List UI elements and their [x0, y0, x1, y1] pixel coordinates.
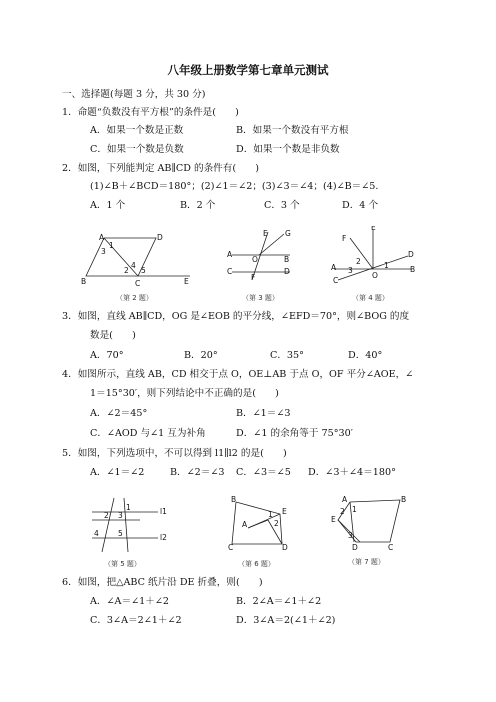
- fig2-label-e: E: [184, 277, 189, 286]
- fig7-label-1: 1: [352, 505, 357, 514]
- q4-option-b: B．∠1＝∠3: [236, 408, 291, 419]
- fig4-label-c: C: [333, 276, 339, 285]
- fig7-label-a: A: [342, 495, 348, 504]
- fig3-label-c: C: [227, 267, 233, 276]
- fig4-label-e: E: [371, 226, 376, 232]
- q5-option-b: B．∠2＝∠3: [170, 467, 225, 478]
- q4-stem-line2: 1＝15°30′，则下列结论中不正确的是( ): [90, 388, 279, 399]
- section-heading: 一、选择题(每题 3 分，共 30 分): [62, 89, 206, 100]
- q1-option-a: A．如果一个数是正数: [90, 125, 184, 136]
- fig3-label-g: G: [285, 229, 291, 238]
- q3-stem-line2: 数是( ): [90, 330, 136, 341]
- figure-q4: [330, 226, 422, 306]
- q2-stem: 2．如图，下列能判定 AB∥CD 的条件有( ): [62, 163, 260, 174]
- fig6-label-2: 2: [274, 519, 279, 528]
- fig5-caption: （第 5 题）: [104, 560, 141, 568]
- q6-option-a: A．∠A＝∠1＋∠2: [90, 596, 169, 607]
- q3-option-d: D．40°: [348, 350, 383, 361]
- fig4-label-a: A: [331, 263, 337, 272]
- fig4-label-1: 1: [384, 261, 389, 270]
- fig2-label-d: D: [157, 233, 163, 242]
- fig2-label-b: B: [81, 277, 87, 286]
- fig2-caption: （第 2 题）: [116, 294, 153, 302]
- fig6-label-a: A: [242, 520, 248, 529]
- q2-option-d: D．4 个: [342, 200, 379, 211]
- q3-option-a: A．70°: [90, 350, 124, 361]
- fig3-label-f: F: [251, 273, 256, 282]
- figure-q7: [330, 490, 416, 570]
- figure-q6: [228, 494, 308, 570]
- q5-option-c: C．∠3＝∠5: [236, 467, 291, 478]
- fig5-label-4: 4: [94, 529, 99, 538]
- fig4-label-3: 3: [348, 266, 353, 275]
- fig5-label-2: 2: [104, 511, 109, 520]
- fig7-label-d: D: [352, 543, 358, 552]
- fig4-label-b: B: [410, 265, 416, 274]
- q6-stem: 6．如图，把△ABC 纸片沿 DE 折叠，则( ): [62, 577, 263, 588]
- fig2-label-1: 1: [109, 241, 114, 250]
- figure-q5: [88, 494, 180, 570]
- q5-stem: 5．如图，下列选项中，不可以得到 l1∥l2 的是( ): [62, 448, 287, 459]
- fig3-label-a: A: [227, 250, 233, 259]
- fig7-label-2: 2: [340, 507, 345, 516]
- fig6-label-c: C: [228, 543, 234, 552]
- fig2-label-3: 3: [101, 247, 106, 256]
- fig7-label-c: C: [388, 543, 394, 552]
- fig6-caption: （第 6 题）: [238, 560, 275, 568]
- fig4-caption: （第 4 题）: [352, 294, 389, 302]
- q2-option-b: B．2 个: [180, 200, 216, 211]
- fig2-label-5: 5: [141, 266, 146, 275]
- q5-option-a: A．∠1＝∠2: [90, 467, 145, 478]
- q1-option-b: B．如果一个数没有平方根: [236, 125, 349, 136]
- fig6-label-1: 1: [268, 510, 273, 519]
- q3-stem-line1: 3．如图，直线 AB∥CD，OG 是∠EOB 的平分线，∠EFD＝70°，则∠BOG 的度: [62, 311, 410, 322]
- fig7-caption: （第 7 题）: [348, 558, 385, 566]
- q5-option-d: D．∠3＋∠4＝180°: [308, 467, 396, 478]
- fig4-label-d: D: [408, 250, 414, 259]
- fig3-label-d: D: [284, 267, 290, 276]
- fig2-label-2: 2: [124, 266, 129, 275]
- fig5-label-1: 1: [126, 503, 131, 512]
- q1-stem: 1．命题“负数没有平方根”的条件是( ): [62, 107, 239, 118]
- fig6-label-d: D: [282, 543, 288, 552]
- q6-option-c: C．3∠A＝2∠1＋∠2: [90, 615, 182, 626]
- q3-option-c: C．35°: [270, 350, 304, 361]
- q4-option-a: A．∠2＝45°: [90, 408, 148, 419]
- fig4-label-2: 2: [356, 257, 361, 266]
- fig7-label-b: B: [401, 495, 407, 504]
- fig5-label-3: 3: [118, 511, 123, 520]
- fig3-label-o: O: [252, 255, 258, 264]
- figure-q2: [80, 232, 198, 304]
- q1-option-c: C．如果一个数是负数: [90, 144, 184, 155]
- q2-option-a: A．1 个: [90, 200, 126, 211]
- fig3-label-e: E: [263, 229, 268, 238]
- fig4-label-f: F: [342, 234, 347, 243]
- fig2-label-a: A: [99, 233, 105, 242]
- fig5-label-l2: l2: [160, 533, 167, 542]
- fig2-label-c: C: [135, 279, 141, 288]
- fig6-label-e: E: [282, 507, 287, 516]
- fig7-label-3: 3: [348, 531, 353, 540]
- q6-option-b: B．2∠A＝∠1＋∠2: [236, 596, 322, 607]
- q4-option-d: D．∠1 的余角等于 75°30′: [236, 428, 353, 439]
- page-title: 八年级上册数学第七章单元测试: [167, 63, 329, 77]
- fig2-label-4: 4: [131, 261, 136, 270]
- q4-option-c: C．∠AOD 与∠1 互为补角: [90, 428, 206, 439]
- q2-option-c: C．3 个: [264, 200, 300, 211]
- q3-option-b: B．20°: [184, 350, 218, 361]
- fig4-label-o: O: [372, 271, 378, 280]
- q4-stem-line1: 4．如图所示，直线 AB，CD 相交于点 O，OE⊥AB 于点 O，OF 平分∠AOE，∠: [62, 369, 414, 380]
- fig3-caption: （第 3 题）: [242, 294, 279, 302]
- fig6-label-b: B: [231, 495, 237, 504]
- fig5-label-l1: l1: [160, 507, 167, 516]
- figure-q3: [226, 228, 302, 304]
- q2-conditions: (1)∠B＋∠BCD＝180°；(2)∠1＝∠2；(3)∠3＝∠4；(4)∠B＝∠5.: [90, 181, 379, 192]
- q6-option-d: D．3∠A＝2(∠1＋∠2): [236, 615, 336, 626]
- fig7-label-e: E: [331, 515, 336, 524]
- q1-option-d: D．如果一个数是非负数: [236, 144, 340, 155]
- fig5-label-5: 5: [118, 529, 123, 538]
- fig3-label-b: B: [284, 255, 290, 264]
